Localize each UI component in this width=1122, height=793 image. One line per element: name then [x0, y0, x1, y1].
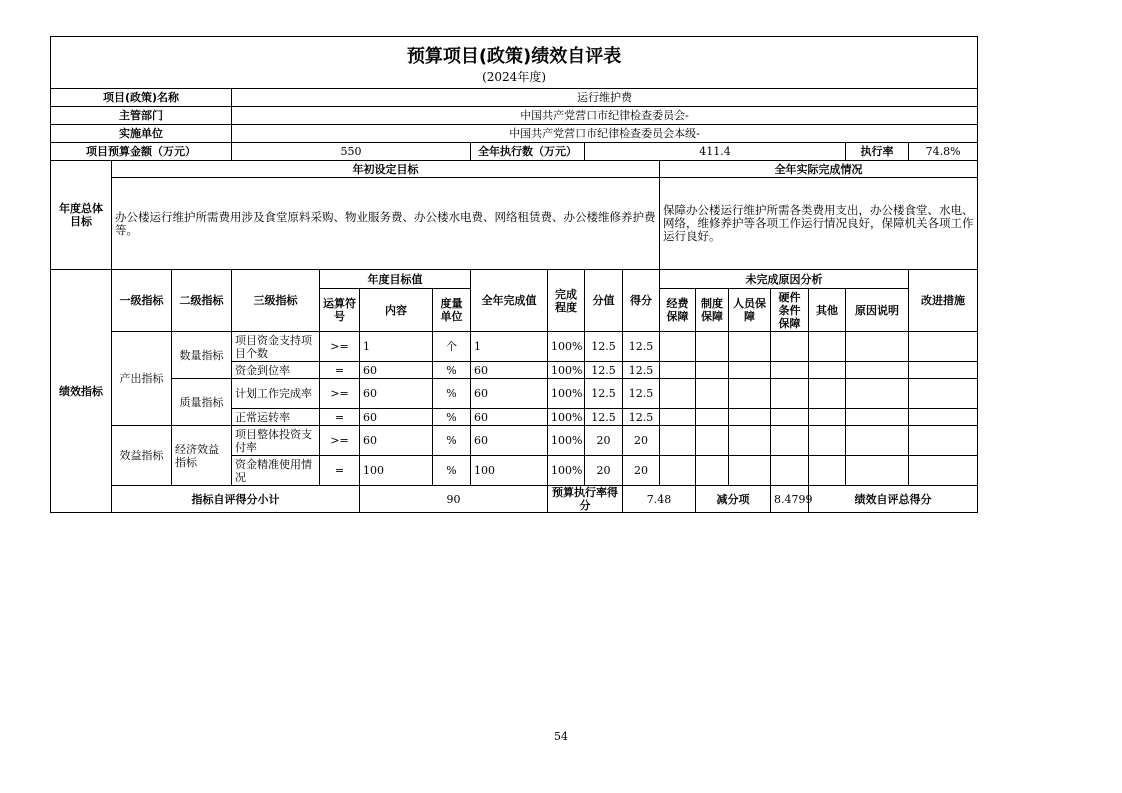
row2-annual: 60	[471, 362, 548, 379]
row2-level3: 资金到位率	[232, 362, 320, 379]
header-other: 其他	[809, 289, 846, 332]
row6-staff	[729, 456, 771, 486]
row2-content: 60	[360, 362, 433, 379]
row5-op: >=	[320, 426, 360, 456]
header-degree: 完成程度	[548, 270, 585, 332]
total-label: 绩效自评总得分	[809, 486, 978, 513]
header-staff: 人员保障	[729, 289, 771, 332]
row1-level3: 项目资金支持项目个数	[232, 332, 320, 362]
row1-system	[696, 332, 729, 362]
row6-unit: %	[433, 456, 471, 486]
row4-annual: 60	[471, 409, 548, 426]
row5-level3: 项目整体投资支付率	[232, 426, 320, 456]
row4-degree: 100%	[548, 409, 585, 426]
header-unit: 度量单位	[433, 289, 471, 332]
row3-content: 60	[360, 379, 433, 409]
header-score-value: 分值	[585, 270, 623, 332]
planned-goal-text: 办公楼运行维护所需费用涉及食堂原料采购、物业服务费、办公楼水电费、网络租赁费、办公楼维修养护费等。	[112, 178, 660, 270]
deduct-value: 8.4799	[771, 486, 809, 513]
row6-degree: 100%	[548, 456, 585, 486]
exec-score-label: 预算执行率得分	[548, 486, 623, 513]
rate-value: 74.8%	[909, 143, 978, 161]
row1-score: 12.5	[623, 332, 660, 362]
self-evaluation-table	[50, 36, 978, 513]
row4-score: 12.5	[623, 409, 660, 426]
actual-goal-header: 全年实际完成情况	[660, 161, 978, 178]
level2-economic: 经济效益指标	[172, 426, 232, 486]
row2-funding	[660, 362, 696, 379]
row6-improve	[909, 456, 978, 486]
header-reason: 原因说明	[846, 289, 909, 332]
row3-annual: 60	[471, 379, 548, 409]
row4-staff	[729, 409, 771, 426]
row4-reason	[846, 409, 909, 426]
exec-value: 411.4	[585, 143, 846, 161]
header-annual: 全年完成值	[471, 270, 548, 332]
row1-other	[809, 332, 846, 362]
row4-value: 12.5	[585, 409, 623, 426]
row2-other	[809, 362, 846, 379]
row1-annual: 1	[471, 332, 548, 362]
row2-score: 12.5	[623, 362, 660, 379]
row3-staff	[729, 379, 771, 409]
project-name-label: 项目(政策)名称	[51, 89, 232, 107]
dept-label: 主管部门	[51, 107, 232, 125]
row4-op: =	[320, 409, 360, 426]
row5-other	[809, 426, 846, 456]
header-level1: 一级指标	[112, 270, 172, 332]
row5-reason	[846, 426, 909, 456]
row4-funding	[660, 409, 696, 426]
row6-hardware	[771, 456, 809, 486]
row3-hardware	[771, 379, 809, 409]
row5-score: 20	[623, 426, 660, 456]
header-content: 内容	[360, 289, 433, 332]
impl-value: 中国共产党营口市纪律检查委员会本级-	[232, 125, 978, 143]
page-number: 54	[554, 730, 568, 743]
row2-op: =	[320, 362, 360, 379]
row6-score: 20	[623, 456, 660, 486]
budget-value: 550	[232, 143, 471, 161]
page-subtitle: (2024年度)	[482, 69, 546, 84]
row6-value: 20	[585, 456, 623, 486]
row1-op: >=	[320, 332, 360, 362]
level1-output: 产出指标	[112, 332, 172, 426]
row2-improve	[909, 362, 978, 379]
subtotal-label: 指标自评得分小计	[112, 486, 360, 513]
impl-label: 实施单位	[51, 125, 232, 143]
header-op: 运算符号	[320, 289, 360, 332]
row2-staff	[729, 362, 771, 379]
row1-hardware	[771, 332, 809, 362]
row3-system	[696, 379, 729, 409]
row4-system	[696, 409, 729, 426]
row4-other	[809, 409, 846, 426]
row5-content: 60	[360, 426, 433, 456]
header-reason-group: 未完成原因分析	[660, 270, 909, 289]
row5-staff	[729, 426, 771, 456]
goals-section-label: 年度总体目标	[51, 161, 112, 270]
header-level3: 三级指标	[232, 270, 320, 332]
row1-content: 1	[360, 332, 433, 362]
page-title: 预算项目(政策)绩效自评表	[406, 45, 622, 67]
row3-degree: 100%	[548, 379, 585, 409]
row5-value: 20	[585, 426, 623, 456]
row3-unit: %	[433, 379, 471, 409]
row3-level3: 计划工作完成率	[232, 379, 320, 409]
planned-goal-header: 年初设定目标	[112, 161, 660, 178]
level2-quantity: 数量指标	[172, 332, 232, 379]
row6-content: 100	[360, 456, 433, 486]
project-name-value: 运行维护费	[232, 89, 978, 107]
row3-reason	[846, 379, 909, 409]
header-hardware: 硬件条件保障	[771, 289, 809, 332]
row6-system	[696, 456, 729, 486]
row4-level3: 正常运转率	[232, 409, 320, 426]
row6-op: =	[320, 456, 360, 486]
row5-improve	[909, 426, 978, 456]
row1-improve	[909, 332, 978, 362]
row1-funding	[660, 332, 696, 362]
indicators-section-label: 绩效指标	[51, 270, 112, 513]
row5-funding	[660, 426, 696, 456]
row3-op: >=	[320, 379, 360, 409]
header-score: 得分	[623, 270, 660, 332]
row1-staff	[729, 332, 771, 362]
header-level2: 二级指标	[172, 270, 232, 332]
budget-label: 项目预算金额（万元）	[51, 143, 232, 161]
row5-annual: 60	[471, 426, 548, 456]
row2-unit: %	[433, 362, 471, 379]
row6-other	[809, 456, 846, 486]
row6-level3: 资金精准使用情况	[232, 456, 320, 486]
row5-unit: %	[433, 426, 471, 456]
row3-score: 12.5	[623, 379, 660, 409]
header-funding: 经费保障	[660, 289, 696, 332]
row3-improve	[909, 379, 978, 409]
row5-degree: 100%	[548, 426, 585, 456]
header-system: 制度保障	[696, 289, 729, 332]
row6-funding	[660, 456, 696, 486]
exec-label: 全年执行数（万元）	[471, 143, 585, 161]
row4-improve	[909, 409, 978, 426]
title-cell	[51, 37, 978, 89]
row1-reason	[846, 332, 909, 362]
row6-annual: 100	[471, 456, 548, 486]
row4-hardware	[771, 409, 809, 426]
subtotal-value: 90	[360, 486, 548, 513]
row4-content: 60	[360, 409, 433, 426]
header-target-group: 年度目标值	[320, 270, 471, 289]
dept-value: 中国共产党营口市纪律检查委员会-	[232, 107, 978, 125]
row3-funding	[660, 379, 696, 409]
row1-unit: 个	[433, 332, 471, 362]
row6-reason	[846, 456, 909, 486]
actual-goal-text: 保障办公楼运行维护所需各类费用支出，办公楼食堂、水电、网络，维修养护等各项工作运行情况良好，保障机关各项工作运行良好。	[660, 178, 978, 270]
rate-label: 执行率	[846, 143, 909, 161]
row1-value: 12.5	[585, 332, 623, 362]
row2-value: 12.5	[585, 362, 623, 379]
row5-system	[696, 426, 729, 456]
deduct-label: 减分项	[696, 486, 771, 513]
row3-other	[809, 379, 846, 409]
row1-degree: 100%	[548, 332, 585, 362]
row5-hardware	[771, 426, 809, 456]
row2-system	[696, 362, 729, 379]
row4-unit: %	[433, 409, 471, 426]
exec-score-value: 7.48	[623, 486, 696, 513]
header-improve: 改进措施	[909, 270, 978, 332]
row3-value: 12.5	[585, 379, 623, 409]
row2-reason	[846, 362, 909, 379]
row2-degree: 100%	[548, 362, 585, 379]
level1-benefit: 效益指标	[112, 426, 172, 486]
level2-quality: 质量指标	[172, 379, 232, 426]
row2-hardware	[771, 362, 809, 379]
